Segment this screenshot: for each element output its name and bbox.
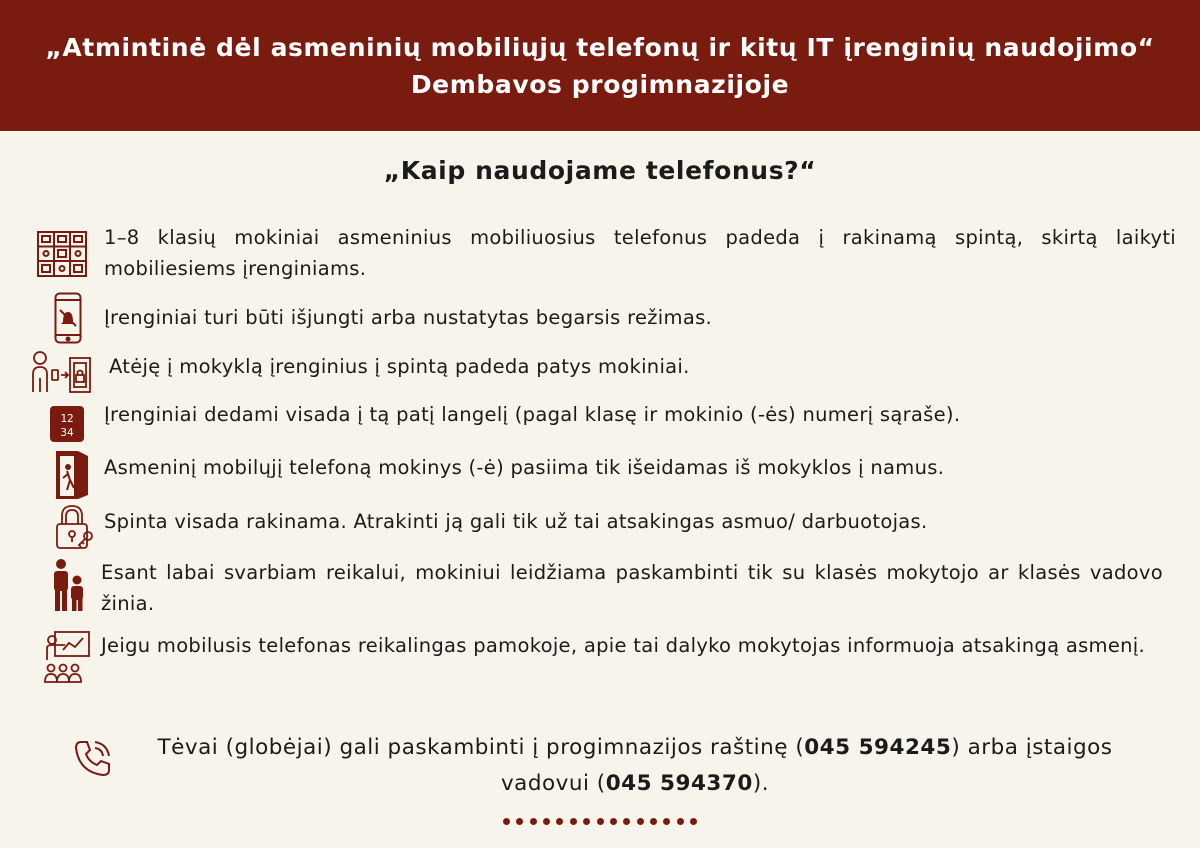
- phone-ringing-icon: [73, 738, 113, 782]
- muted-phone-icon: [54, 292, 82, 344]
- header-banner: [0, 0, 1200, 131]
- director-phone: 045 594370: [605, 771, 753, 796]
- svg-text:12: 12: [60, 412, 74, 425]
- exit-door-icon: [55, 450, 89, 500]
- teacher-class-icon: [43, 630, 93, 684]
- rule-text: Įrenginiai turi būti išjungti arba nustatytas begarsis režimas.: [104, 306, 713, 329]
- rule-text: Atėję į mokyklą įrenginius į spintą padeda patys mokiniai.: [109, 355, 690, 378]
- rule-text: Įrenginiai dedami visada į tą patį langelį (pagal klasę ir mokinio (-ės) numerį sąraše).: [104, 403, 961, 426]
- adult-child-icon: [51, 558, 87, 612]
- student-to-locker-icon: [30, 350, 92, 394]
- rule-text: Esant labai svarbiam reikalui, mokiniui leidžiama paskambinti tik su klasės mokytojo ar klasės vadovo žinia.: [101, 561, 1163, 615]
- contact-info: [120, 730, 1150, 802]
- locker-grid-icon: [37, 231, 87, 277]
- padlock-key-icon: [55, 504, 95, 550]
- svg-text:34: 34: [60, 426, 74, 439]
- decorative-dots: [0, 810, 1200, 829]
- section-heading: „Kaip naudojame telefonus?“: [383, 156, 817, 185]
- rule-text: 1–8 klasių mokiniai asmeninius mobiliuosius telefonus padeda į rakinamą spintą, skirtą laikyti mobiliesiems įrenginiams.: [104, 226, 1176, 280]
- school-name: Dembavos progimnazijoje: [410, 69, 790, 99]
- office-phone: 045 594245: [804, 735, 952, 760]
- contact-text: Tėvai (globėjai) gali paskambinti į progimnazijos raštinę (: [157, 735, 805, 760]
- rule-text: Jeigu mobilusis telefonas reikalingas pamokoje, apie tai dalyko mokytojas informuoja atsakingą asmenį.: [101, 634, 1146, 657]
- rule-text: Spinta visada rakinama. Atrakinti ją gali tik už tai atsakingas asmuo/ darbuotojas.: [104, 510, 928, 533]
- rule-text: Asmeninį mobilųjį telefoną mokinys (-ė) pasiima tik išeidamas iš mokyklos į namus.: [104, 456, 945, 479]
- numbered-cell-icon: [50, 406, 84, 442]
- contact-text: ) arba įstaigos vadovui (: [500, 735, 1113, 796]
- contact-text: ).: [752, 771, 770, 796]
- page-title: „Atmintinė dėl asmeninių mobiliųjų telefonų ir kitų IT įrenginių naudojimo“: [45, 32, 1155, 62]
